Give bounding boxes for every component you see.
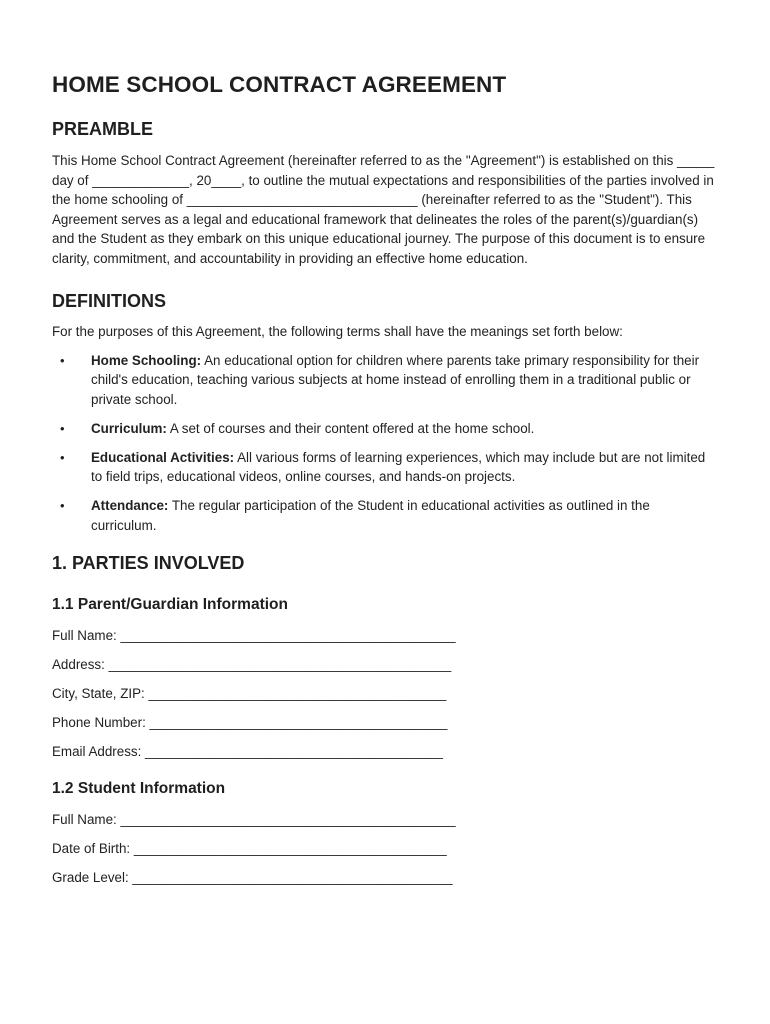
student-fields — [52, 810, 718, 888]
parent-info-heading: 1.1 Parent/Guardian Information — [52, 596, 288, 613]
bullet-icon: • — [60, 420, 65, 436]
student-dob-field[interactable]: Date of Birth: __________________________________________ — [52, 840, 447, 856]
definition-item-home-schooling — [52, 351, 718, 410]
definition-text: The regular participation of the Student in educational activities as outlined in the curriculum. — [91, 498, 650, 533]
definitions-list — [52, 351, 718, 536]
parent-city-state-zip-field[interactable]: City, State, ZIP: ________________________________________ — [52, 686, 447, 701]
parent-full-name-field[interactable]: Full Name: _____________________________________________ — [52, 628, 456, 643]
student-grade-level-field[interactable]: Grade Level: ___________________________________________ — [52, 869, 453, 885]
definition-item-educational-activities — [52, 448, 718, 487]
parent-address-field[interactable]: Address: ______________________________________________ — [52, 657, 452, 672]
parent-email-field[interactable]: Email Address: ________________________________________ — [52, 744, 443, 759]
bullet-icon: • — [60, 449, 65, 465]
definition-term: Attendance: — [91, 498, 169, 513]
preamble-paragraph: This Home School Contract Agreement (hereinafter referred to as the "Agreement") is established on this _____ day of _____________, 20____, to outline the mutual expectations and responsibilities of the parties involved in the home schooling of _______________________________ (hereinafter referred to as the "Student"). This Agreement serves as a legal and educational framework that delineates the roles of the parent(s)/guardian(s) and the Student as they embark on this unique educational journey. The purpose of this document is to ensure clarity, commitment, and accountability in providing an effective home education. — [52, 153, 715, 266]
bullet-icon: • — [60, 498, 65, 513]
definition-term: Educational Activities: — [91, 449, 235, 465]
definitions-intro: For the purposes of this Agreement, the following terms shall have the meanings set forth below: — [52, 324, 623, 339]
definition-item-attendance — [52, 496, 718, 535]
parent-fields — [52, 626, 718, 762]
preamble-heading: PREAMBLE — [52, 119, 154, 139]
definitions-heading: DEFINITIONS — [52, 291, 167, 311]
definition-term: Curriculum: — [91, 420, 167, 436]
student-info-heading: 1.2 Student Information — [52, 779, 226, 797]
definition-term: Home Schooling: — [91, 352, 202, 368]
definition-text: All various forms of learning experiences, which may include but are not limited to field trips, educational videos, online courses, and hands-on projects. — [91, 449, 706, 484]
parties-heading: 1. PARTIES INVOLVED — [52, 553, 245, 573]
student-full-name-field[interactable]: Full Name: _____________________________________________ — [52, 811, 456, 827]
definition-text: An educational option for children where parents take primary responsibility for their child's education, teaching various subjects at home instead of enrolling them in a traditional public or private school. — [91, 352, 700, 407]
parent-phone-field[interactable]: Phone Number: ________________________________________ — [52, 715, 448, 730]
bullet-icon: • — [60, 352, 65, 368]
definition-item-curriculum — [52, 419, 718, 439]
definition-text: A set of courses and their content offered at the home school. — [166, 420, 535, 436]
document-title: HOME SCHOOL CONTRACT AGREEMENT — [52, 72, 507, 97]
